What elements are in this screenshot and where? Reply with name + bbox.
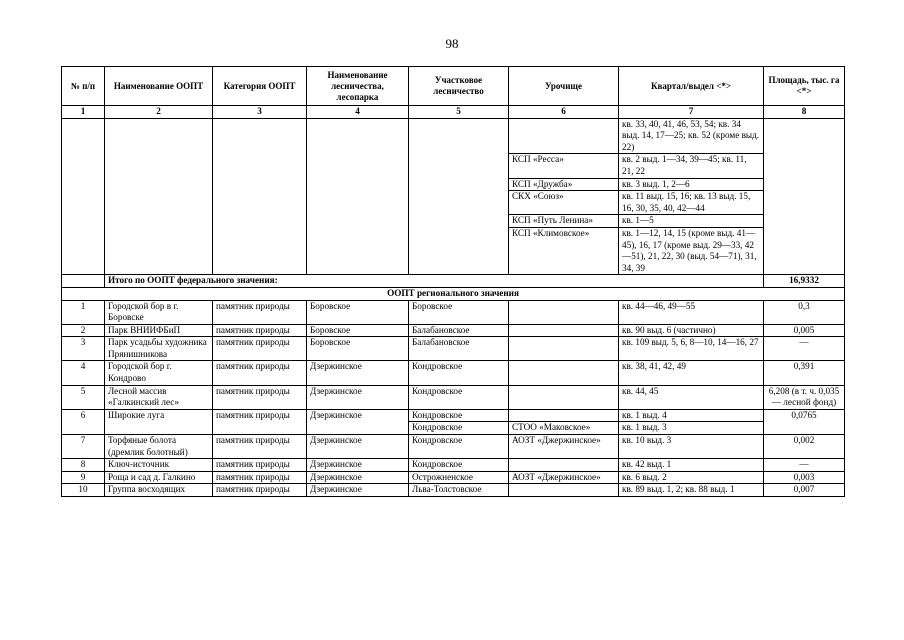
row-number: 9: [62, 471, 105, 484]
page-number: 98: [445, 36, 459, 51]
area-cell: —: [764, 459, 845, 472]
quarters-cell: кв. 90 выд. 6 (частично): [619, 324, 764, 337]
header-num: № п/п: [62, 67, 105, 106]
quarters-cell: кв. 10 выд. 3: [619, 435, 764, 459]
urochishche-cell: [509, 484, 619, 497]
quarters-cell: кв. 89 выд. 1, 2; кв. 88 выд. 1: [619, 484, 764, 497]
district-name: Льва-Толстовское: [409, 484, 509, 497]
forestry-name: Дзержинское: [307, 459, 409, 472]
area-cell: 0,0765: [764, 409, 845, 434]
header-category: Категория ООПТ: [213, 67, 307, 106]
urochishche-cell: [509, 324, 619, 337]
oopt-name: Роща и сад д. Галкино: [105, 471, 213, 484]
column-number: 6: [509, 106, 619, 119]
area-cell: 0,391: [764, 361, 845, 385]
area-cell: 0,007: [764, 484, 845, 497]
urochishche-cell: КСП «Ресса»: [509, 154, 619, 178]
oopt-name: Парк ВНИИФБиП: [105, 324, 213, 337]
area-cell: 0,002: [764, 435, 845, 459]
column-number: 8: [764, 106, 845, 119]
header-urochishche: Урочище: [509, 67, 619, 106]
area-cell: 0,003: [764, 471, 845, 484]
area-cell: 0,005: [764, 324, 845, 337]
column-number: 3: [213, 106, 307, 119]
quarters-cell: кв. 44—46, 49—55: [619, 300, 764, 324]
federal-total-value: 16,9332: [764, 275, 845, 288]
urochishche-cell: КСП «Климовское»: [509, 227, 619, 274]
table-row: [62, 337, 845, 361]
oopt-name: Ключ-источник: [105, 459, 213, 472]
table-row: [62, 361, 845, 385]
row-number: 4: [62, 361, 105, 385]
header-quarters: Квартал/выдел <*>: [619, 67, 764, 106]
urochishche-cell: [509, 385, 619, 409]
header-row: [62, 67, 845, 106]
oopt-category: памятник природы: [213, 484, 307, 497]
area-cell: 0,3: [764, 300, 845, 324]
forestry-name: Дзержинское: [307, 484, 409, 497]
quarters-cell: кв. 1—12, 14, 15 (кроме выд. 41—45), 16, 17 (кроме выд. 29—33, 42—51), 21, 22, 30 (выд. 54—71), 31, 34, 39: [619, 227, 764, 274]
column-number: 4: [307, 106, 409, 119]
oopt-name: Торфяные болота (дремлик болотный): [105, 435, 213, 459]
forestry-name: Дзержинское: [307, 361, 409, 385]
oopt-category: памятник природы: [213, 409, 307, 434]
oopt-table: [61, 66, 845, 497]
forestry-name: Боровское: [307, 300, 409, 324]
table-row: [62, 324, 845, 337]
row-number: 5: [62, 385, 105, 409]
table-row: [62, 459, 845, 472]
forestry-name: Дзержинское: [307, 471, 409, 484]
oopt-category: памятник природы: [213, 300, 307, 324]
oopt-name: Городской бор г. Кондрово: [105, 361, 213, 385]
row-number: 1: [62, 300, 105, 324]
district-name: Острожненское: [409, 471, 509, 484]
forestry-name: Дзержинское: [307, 409, 409, 434]
oopt-category: памятник природы: [213, 435, 307, 459]
quarters-cell: кв. 6 выд. 2: [619, 471, 764, 484]
federal-total-label: Итого по ООПТ федерального значения:: [105, 275, 764, 288]
quarters-cell: кв. 11 выд. 15, 16; кв. 13 выд. 15, 16, 30, 35, 40, 42—44: [619, 191, 764, 215]
oopt-category: памятник природы: [213, 324, 307, 337]
forestry-name: Боровское: [307, 337, 409, 361]
area-cell: —: [764, 337, 845, 361]
urochishche-cell: СТОО «Маковское»: [509, 422, 619, 435]
quarters-cell: кв. 1 выд. 4: [619, 409, 764, 422]
oopt-category: памятник природы: [213, 361, 307, 385]
row-number: 3: [62, 337, 105, 361]
area-cell: 6,208 (в т. ч. 0,035 — лесной фонд): [764, 385, 845, 409]
regional-section-title: ООПТ регионального значения: [62, 287, 845, 300]
forestry-name: Дзержинское: [307, 385, 409, 409]
federal-total-row: [62, 275, 845, 288]
district-name: Балабановское: [409, 337, 509, 361]
table-row: [62, 471, 845, 484]
urochishche-cell: [509, 361, 619, 385]
oopt-name: Лесной массив «Галкинский лес»: [105, 385, 213, 409]
oopt-category: памятник природы: [213, 337, 307, 361]
urochishche-cell: [509, 337, 619, 361]
quarters-cell: кв. 33, 40, 41, 46, 53, 54; кв. 34 выд. 14, 17—25; кв. 52 (кроме выд. 22): [619, 118, 764, 154]
quarters-cell: кв. 1—5: [619, 215, 764, 228]
district-name: Боровское: [409, 300, 509, 324]
oopt-category: памятник природы: [213, 459, 307, 472]
district-name: Кондровское: [409, 361, 509, 385]
column-number: 1: [62, 106, 105, 119]
row-number: 10: [62, 484, 105, 497]
quarters-cell: кв. 109 выд. 5, 6, 8—10, 14—16, 27: [619, 337, 764, 361]
section-title-row: [62, 287, 845, 300]
urochishche-cell: КСП «Путь Ленина»: [509, 215, 619, 228]
table-row: [62, 435, 845, 459]
urochishche-cell: СКХ «Союз»: [509, 191, 619, 215]
quarters-cell: кв. 42 выд. 1: [619, 459, 764, 472]
oopt-name: Городской бор в г. Боровске: [105, 300, 213, 324]
forestry-name: Боровское: [307, 324, 409, 337]
column-number: 5: [409, 106, 509, 119]
header-area: Площадь, тыс. га <*>: [764, 67, 845, 106]
oopt-name: Парк усадьбы художника Прянишникова: [105, 337, 213, 361]
header-forestry: Наименование лесничества, лесопарка: [307, 67, 409, 106]
row-number: 8: [62, 459, 105, 472]
column-number-row: [62, 106, 845, 119]
header-district: Участковое лесничество: [409, 67, 509, 106]
district-name: Кондровское: [409, 409, 509, 422]
district-name: Кондровское: [409, 422, 509, 435]
district-name: Кондровское: [409, 459, 509, 472]
table-row: [62, 300, 845, 324]
column-number: 2: [105, 106, 213, 119]
row-number: 2: [62, 324, 105, 337]
column-number: 7: [619, 106, 764, 119]
row-number: 6: [62, 409, 105, 434]
table-row: [62, 385, 845, 409]
quarters-cell: кв. 3 выд. 1, 2—6: [619, 178, 764, 191]
oopt-category: памятник природы: [213, 385, 307, 409]
urochishche-cell: КСП «Дружба»: [509, 178, 619, 191]
quarters-cell: кв. 38, 41, 42, 49: [619, 361, 764, 385]
table-row: [62, 409, 845, 422]
urochishche-cell: АОЗТ «Джержинское»: [509, 435, 619, 459]
quarters-cell: кв. 2 выд. 1—34, 39—45; кв. 11, 21, 22: [619, 154, 764, 178]
continuation-row: [62, 118, 845, 154]
table-row: [62, 484, 845, 497]
quarters-cell: кв. 1 выд. 3: [619, 422, 764, 435]
forestry-name: Дзержинское: [307, 435, 409, 459]
oopt-category: памятник природы: [213, 471, 307, 484]
district-name: Кондровское: [409, 435, 509, 459]
urochishche-cell: [509, 459, 619, 472]
oopt-name: Широкие луга: [105, 409, 213, 434]
urochishche-cell: [509, 300, 619, 324]
oopt-name: Группа восходящих: [105, 484, 213, 497]
district-name: Балабановское: [409, 324, 509, 337]
quarters-cell: кв. 44, 45: [619, 385, 764, 409]
urochishche-cell: АОЗТ «Джержинское»: [509, 471, 619, 484]
row-number: 7: [62, 435, 105, 459]
district-name: Кондровское: [409, 385, 509, 409]
urochishche-cell: [509, 409, 619, 422]
header-name: Наименование ООПТ: [105, 67, 213, 106]
